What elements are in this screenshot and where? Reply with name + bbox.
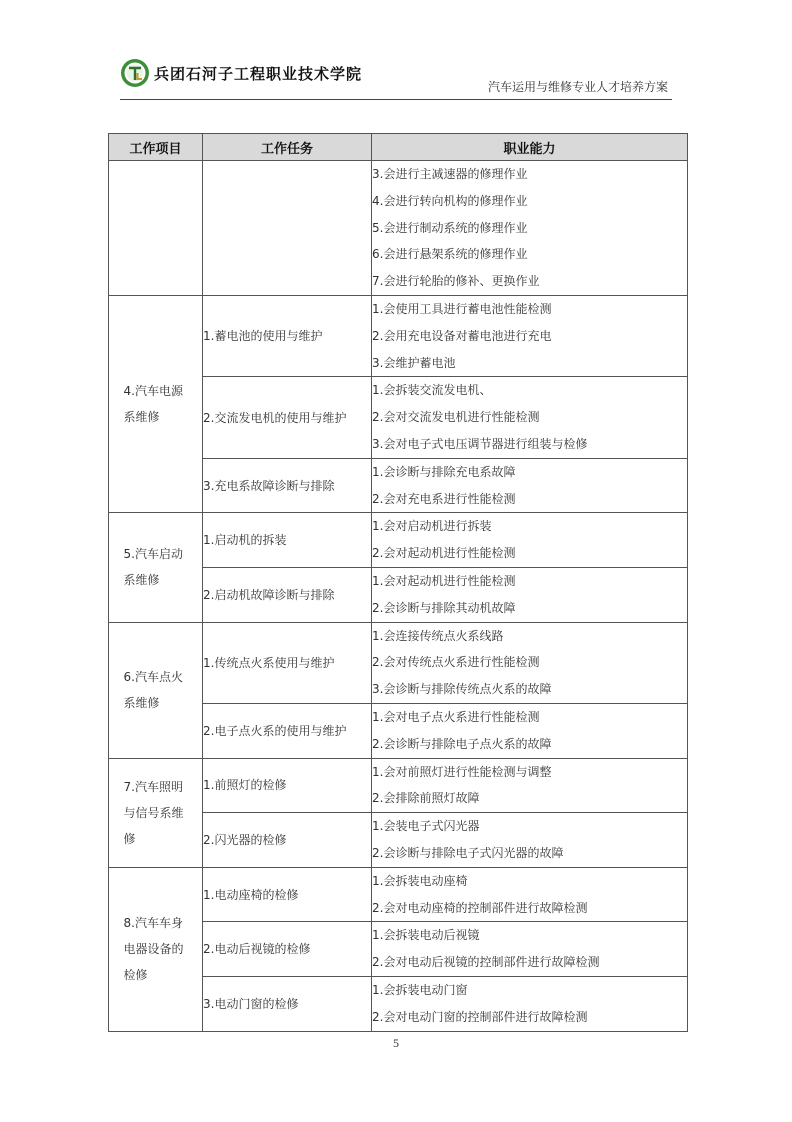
table-header-row [109,134,688,161]
header-divider [120,99,672,100]
task-cell [203,161,372,296]
ability-item: 2.会对传统点火系进行性能检测 [372,655,540,670]
ability-cell [372,377,688,458]
school-emblem-icon [120,58,150,88]
ability-cell [372,513,688,568]
ability-item: 1.会连接传统点火系线路 [372,628,504,643]
curriculum-table [108,133,688,1032]
ability-item: 6.会进行悬架系统的修理作业 [372,247,528,262]
ability-cell [372,922,688,977]
document-title: 汽车运用与维修专业人才培养方案 [487,80,668,94]
ability-item: 2.会诊断与排除电子式闪光器的故障 [372,845,564,860]
task-cell: 1.蓄电池的使用与维护 [203,295,372,376]
ability-item: 1.会对起动机进行性能检测 [372,573,516,588]
ability-item: 1.会拆装电动门窗 [372,982,468,997]
ability-item: 3.会诊断与排除传统点火系的故障 [372,682,552,697]
table-row [109,513,688,568]
ability-item: 2.会对交流发电机进行性能检测 [372,410,540,425]
ability-cell [372,867,688,922]
page-number: 5 [393,1036,399,1050]
ability-item: 1.会对启动机进行拆装 [372,519,492,534]
ability-cell [372,976,688,1031]
ability-cell [372,813,688,868]
ability-item: 2.会对起动机进行性能检测 [372,546,516,561]
ability-item: 1.会拆装电动座椅 [372,873,468,888]
header-ability: 职业能力 [372,134,688,161]
ability-item: 2.会对电动门窗的控制部件进行故障检测 [372,1009,588,1024]
task-cell: 1.启动机的拆装 [203,513,372,568]
ability-item: 1.会使用工具进行蓄电池性能检测 [372,301,552,316]
ability-item: 1.会拆装电动后视镜 [372,928,480,943]
task-cell: 2.电动后视镜的检修 [203,922,372,977]
ability-item: 1.会装电子式闪光器 [372,819,480,834]
project-cell: 5.汽车启动系维修 [109,513,203,622]
ability-cell [372,161,688,296]
task-cell: 3.充电系故障诊断与排除 [203,458,372,513]
project-cell [109,161,203,296]
ability-item: 3.会维护蓄电池 [372,355,456,370]
ability-cell [372,295,688,376]
ability-item: 1.会对前照灯进行性能检测与调整 [372,764,552,779]
ability-item: 2.会诊断与排除其动机故障 [372,600,516,615]
table-row [109,295,688,376]
table-row [109,867,688,922]
ability-item: 3.会对电子式电压调节器进行组装与检修 [372,436,588,451]
table-row [109,161,688,296]
ability-item: 2.会用充电设备对蓄电池进行充电 [372,328,552,343]
ability-cell [372,758,688,813]
task-cell: 2.闪光器的检修 [203,813,372,868]
ability-item: 2.会排除前照灯故障 [372,791,480,806]
task-cell: 2.电子点火系的使用与维护 [203,703,372,758]
task-cell: 3.电动门窗的检修 [203,976,372,1031]
ability-item: 1.会对电子点火系进行性能检测 [372,709,540,724]
ability-item: 2.会对电动座椅的控制部件进行故障检测 [372,900,588,915]
project-cell: 8.汽车车身电器设备的检修 [109,867,203,1031]
task-cell: 1.传统点火系使用与维护 [203,622,372,703]
school-logo [120,58,362,88]
ability-cell [372,703,688,758]
ability-item: 3.会进行主减速器的修理作业 [372,167,528,181]
table-row [109,758,688,813]
ability-item: 7.会进行轮胎的修补、更换作业 [372,274,540,289]
task-cell: 2.交流发电机的使用与维护 [203,377,372,458]
project-cell: 4.汽车电源系维修 [109,295,203,512]
project-cell: 7.汽车照明与信号系维修 [109,758,203,867]
ability-item: 2.会对充电系进行性能检测 [372,491,516,506]
project-cell: 6.汽车点火系维修 [109,622,203,758]
page-header [120,56,672,100]
header-project: 工作项目 [109,134,203,161]
ability-cell [372,458,688,513]
ability-item: 4.会进行转向机构的修理作业 [372,193,528,208]
ability-cell [372,567,688,622]
task-cell: 1.前照灯的检修 [203,758,372,813]
ability-item: 1.会诊断与排除充电系故障 [372,464,516,479]
school-name: 兵团石河子工程职业技术学院 [154,64,363,83]
table-row [109,622,688,703]
task-cell: 1.电动座椅的检修 [203,867,372,922]
ability-item: 2.会诊断与排除电子点火系的故障 [372,736,552,751]
task-cell: 2.启动机故障诊断与排除 [203,567,372,622]
ability-item: 5.会进行制动系统的修理作业 [372,220,528,235]
header-task: 工作任务 [203,134,372,161]
ability-item: 2.会对电动后视镜的控制部件进行故障检测 [372,955,600,970]
ability-cell [372,622,688,703]
ability-item: 1.会拆装交流发电机、 [372,383,492,398]
